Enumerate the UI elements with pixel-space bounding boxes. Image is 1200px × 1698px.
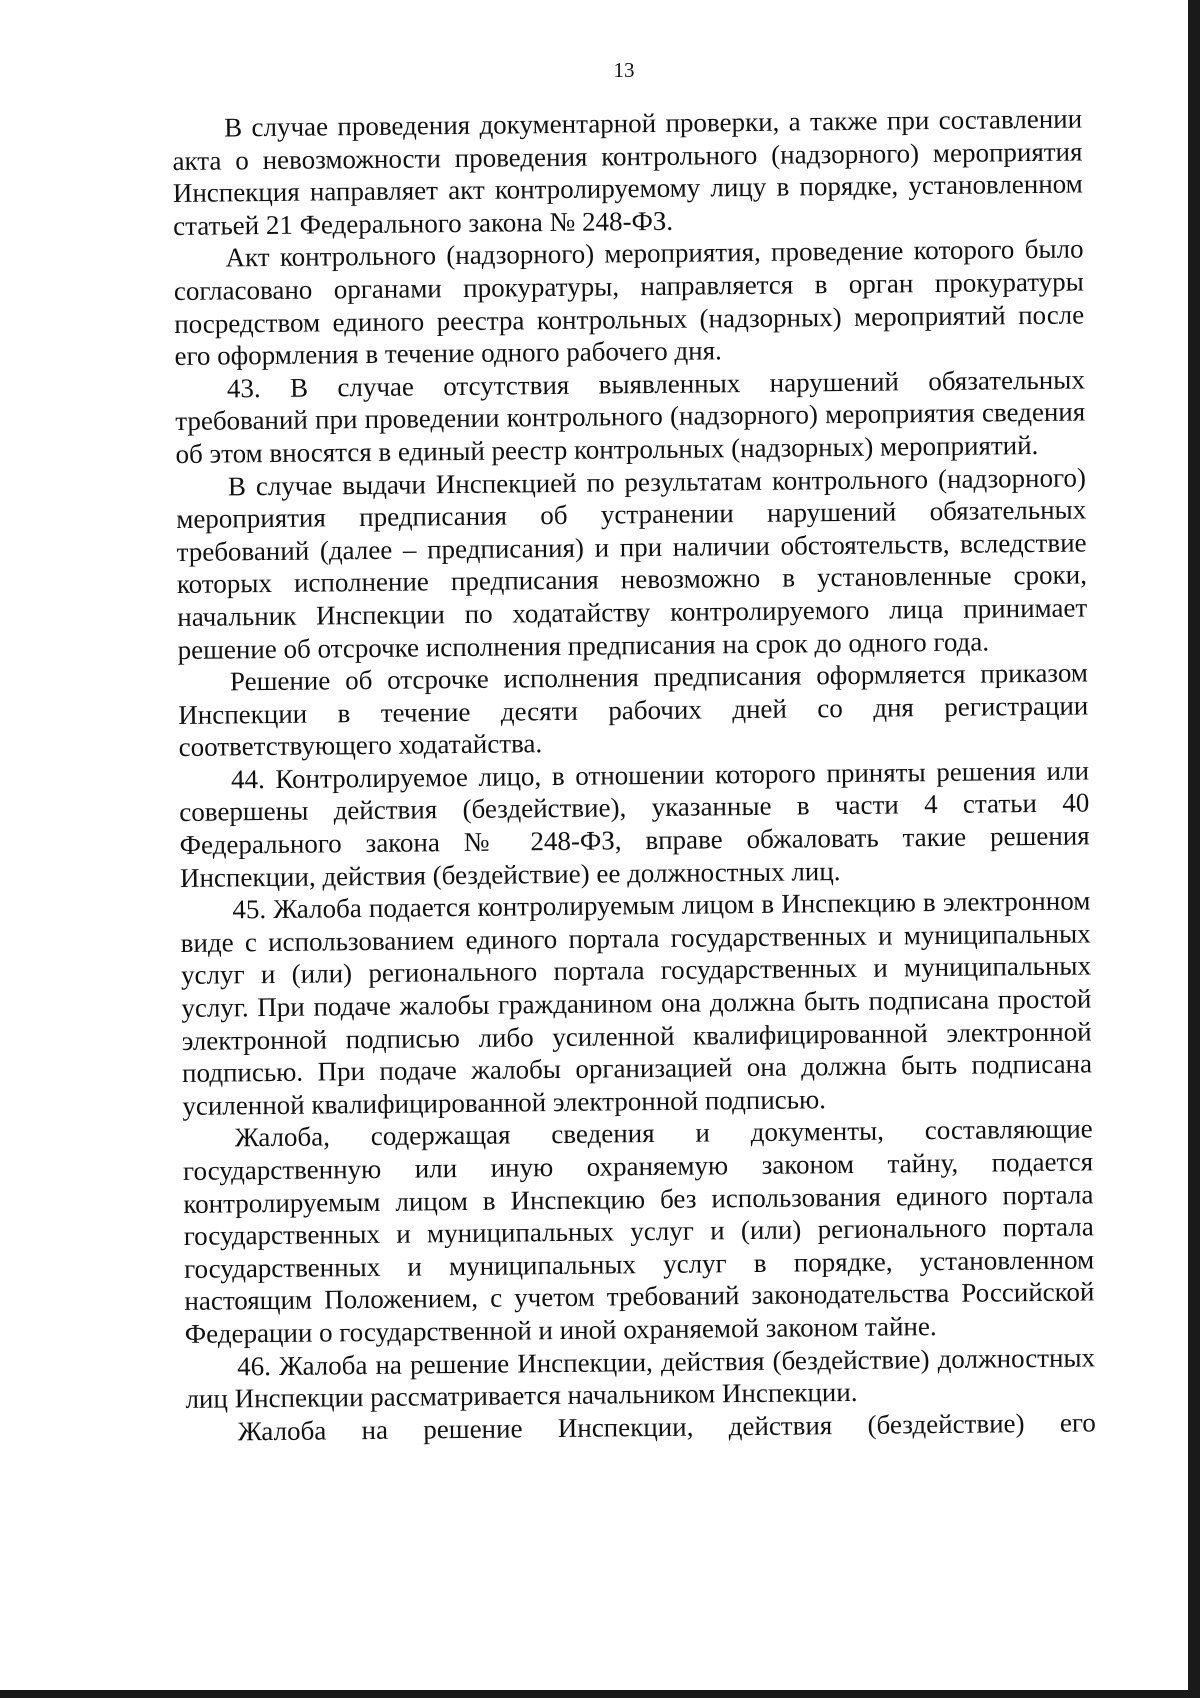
paragraph-46: 46. Жалоба на решение Инспекции, действия (бездействие) должностных лиц Инспекции рассматривается начальником Инспекции.	[185, 1341, 1096, 1415]
paragraph-prosecutor-act: Акт контрольного (надзорного) мероприятия, проведение которого было согласовано органами прокуратуры, направляется в орган прокуратуры посредством единого реестра контрольных (надзорных) мероприятий после его оформления в течение одного рабочего дня.	[173, 233, 1085, 372]
page-number: 13	[613, 58, 635, 82]
paragraph-secret-complaint: Жалоба, содержащая сведения и документы, составляющие государственную или иную охраняемую законом тайну, подается контролируемым лицом в Инспекцию без использования единого портала государственных и муниципальных услуг и (или) регионального портала государственных и муниципальных услуг в порядке, установленном настоящим Положением, с учетом требований законодательства Российской Федерации о государственной и иной охраняемой законом тайне.	[182, 1113, 1095, 1349]
paragraph-complaint-continued: Жалоба на решение Инспекции, действия (бездействие) его	[237, 1407, 1096, 1447]
paragraph-documentary-check-act: В случае проведения документарной проверки, а также при составлении акта о невозможности проведения контрольного (надзорного) мероприятия Инспекция направляет акт контролируемому лицу в порядке, установленном статьей 21 Федерального закона № 248-ФЗ.	[172, 103, 1083, 241]
paragraph-postponement-decision: Решение об отсрочке исполнения предписания оформляется приказом Инспекции в течение десяти рабочих дней со дня регистрации соответствующего ходатайства.	[178, 657, 1089, 763]
paragraph-order-postponement: В случае выдачи Инспекцией по результатам контрольного (надзорного) мероприятия предписания об устранении нарушений обязательных требований (далее – предписания) и при наличии обстоятельств, вследствие которых исполнение предписания невозможно в установленные сроки, начальник Инспекции по ходатайству контролируемого лица принимает решение об отсрочке исполнения предписания на срок до одного года.	[176, 461, 1088, 665]
scan-edge-bottom	[0, 1690, 1200, 1698]
document-body	[172, 102, 1096, 1448]
scan-edge-right	[1188, 0, 1200, 1698]
paragraph-43: 43. В случае отсутствия выявленных нарушений обязательных требований при проведении контрольного (надзорного) мероприятия сведения об этом вносятся в единый реестр контрольных (надзорных) мероприятий.	[175, 364, 1086, 469]
paragraph-44: 44. Контролируемое лицо, в отношении которого приняты решения или совершены действия (бездействие), указанные в части 4 статьи 40 Федерального закона № 248-ФЗ, вправе обжаловать такие решения Инспекции, действия (бездействие) ее должностных лиц.	[179, 755, 1090, 893]
paragraph-45: 45. Жалоба подается контролируемым лицом в Инспекцию в электронном виде с использованием единого портала государственных и муниципальных услуг и (или) регионального портала государственных и муниципальных услуг. При подаче жалобы гражданином она должна быть подписана простой электронной подписью либо усиленной квалифицированной электронной подписью. При подаче жалобы организацией она должна быть подписана усиленной квалифицированной электронной подписью.	[180, 885, 1093, 1121]
